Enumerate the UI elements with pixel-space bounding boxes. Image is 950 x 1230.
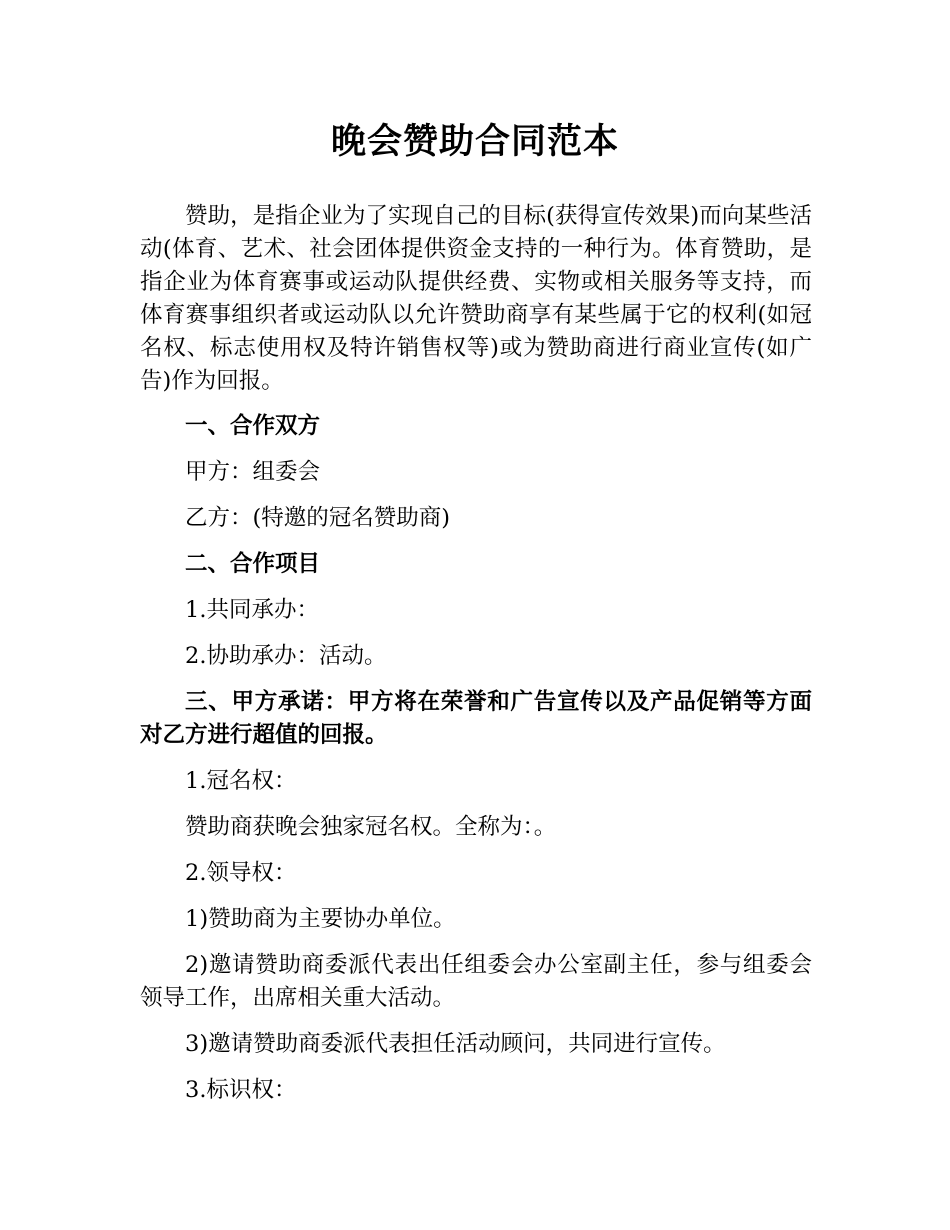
section-heading-parties: 一、合作双方 (185, 413, 321, 439)
project-item-1: 1.共同承办： (185, 597, 319, 623)
leadership-item-3: 3)邀请赞助商委派代表担任活动顾问，共同进行宣传。 (185, 1031, 726, 1057)
project-item-2: 2.协助承办：活动。 (185, 643, 387, 669)
naming-rights-heading: 1.冠名权： (185, 768, 297, 794)
party-b-line: 乙方：(特邀的冠名赞助商) (185, 505, 451, 531)
section-heading-projects: 二、合作项目 (185, 551, 321, 577)
section-heading-commitment: 三、甲方承诺：甲方将在荣誉和广告宣传以及产品促销等方面对乙方进行超值的回报。 (140, 689, 812, 748)
leadership-item-2: 2)邀请赞助商委派代表出任组委会办公室副主任，参与组委会领导工作，出席相关重大活动。 (140, 952, 812, 1011)
intro-paragraph: 赞助，是指企业为了实现自己的目标(获得宣传效果)而向某些活动(体育、艺术、社会团体提供资金支持的一种行为。体育赞助，是指企业为体育赛事或运动队提供经费、实物或相关服务等支持，而体育赛事组织者或运动队以允许赞助商享有某些属于它的权利(如冠名权、标志使用权及特许销售权等)或为赞助商进行商业宣传(如广告)作为回报。 (140, 203, 812, 394)
logo-rights-heading: 3.标识权： (185, 1077, 297, 1103)
party-a-line: 甲方：组委会 (185, 459, 321, 485)
leadership-item-1: 1)赞助商为主要协办单位。 (185, 906, 456, 932)
document-title: 晚会赞助合同范本 (330, 122, 619, 162)
document-body (140, 200, 812, 1120)
leadership-rights-heading: 2.领导权： (185, 860, 297, 886)
naming-rights-text: 赞助商获晚会独家冠名权。全称为：。 (185, 814, 557, 840)
